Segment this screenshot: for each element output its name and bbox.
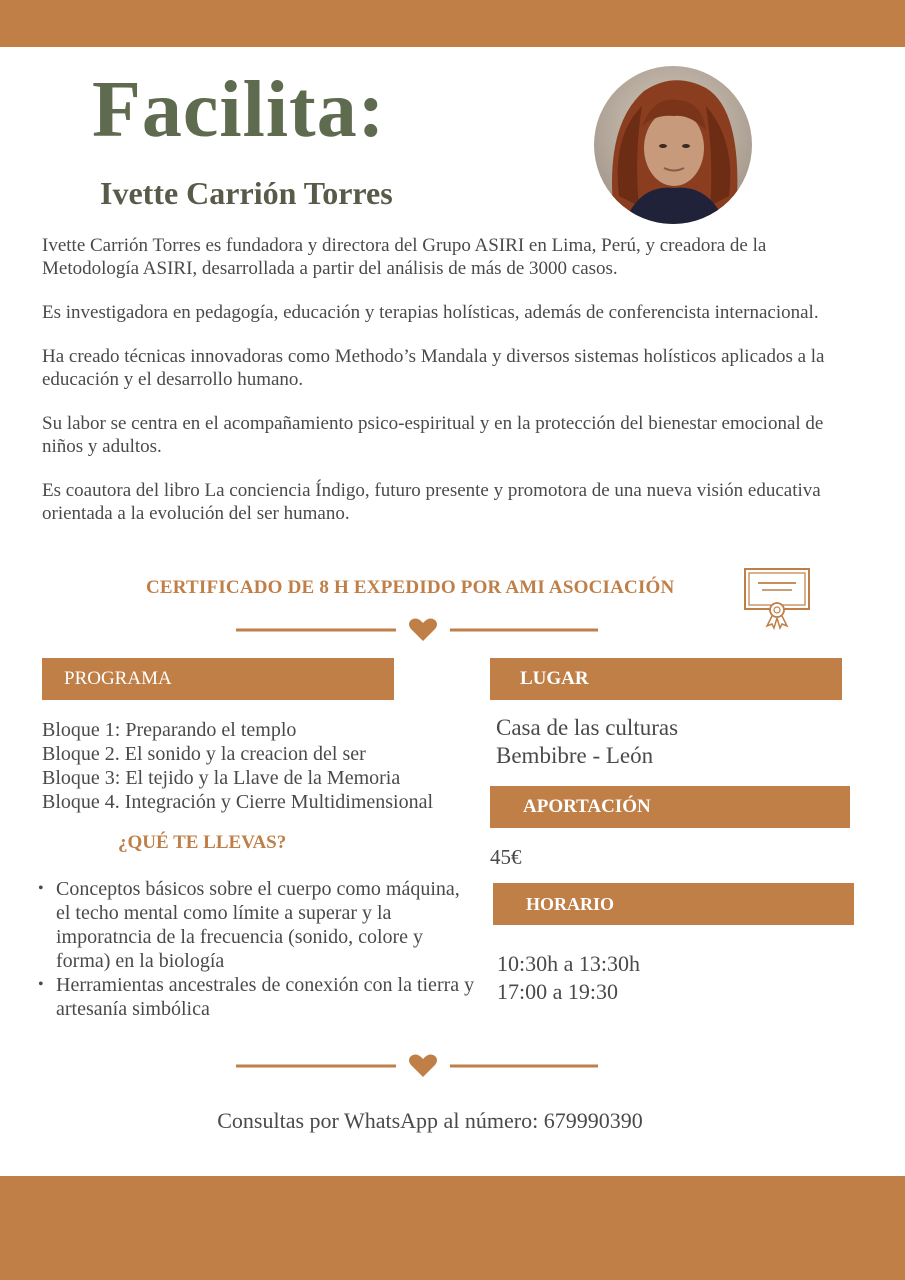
heart-icon [409,619,437,641]
facilitator-portrait [594,66,752,224]
horario-details [497,950,640,1006]
lugar-details [496,714,678,770]
list-item: • Herramientas ancestrales de conexión con la tierra y artesanía simbólica [36,973,476,1021]
portrait-photo [594,66,752,224]
horario-line: 17:00 a 19:30 [497,979,618,1004]
certificate-text: CERTIFICADO DE 8 H EXPEDIDO POR AMI ASOCIACIÓN [146,577,675,598]
lugar-label: LUGAR [490,658,842,700]
horario-line: 10:30h a 13:30h [497,951,640,976]
horario-label: HORARIO [493,883,854,925]
contact-text: Consultas por WhatsApp al número: 679990390 [217,1108,643,1133]
list-item: Bloque 2. El sonido y la creacion del ser [42,743,366,765]
lugar-line: Casa de las culturas [496,715,679,740]
list-item: Bloque 1: Preparando el templo [42,719,297,741]
bio-paragraph: Es investigadora en pedagogía, educación y terapias holísticas, además de conferencista internacional. [42,302,819,323]
list-item: Bloque 4. Integración y Cierre Multidimensional [42,791,434,813]
aportacion-label: APORTACIÓN [490,786,850,828]
que-te-llevas-list [36,877,476,1021]
certificate-icon [742,566,812,630]
bio-paragraph: Es coautora del libro La conciencia Índigo, futuro presente y promotora de una nueva visión educativa orientada a la evolución del ser humano. [42,480,821,524]
bio-paragraph: Su labor se centra en el acompañamiento psico-espiritual y en la protección del bienestar emocional de niños y adultos. [42,413,824,457]
heart-divider [236,1053,598,1079]
heart-divider [236,617,598,643]
facilitator-name: Ivette Carrión Torres [100,175,393,211]
programa-list [42,718,433,814]
heart-icon [409,1055,437,1077]
list-item: Bloque 3: El tejido y la Llave de la Memoria [42,767,401,789]
bio-section [42,234,842,546]
que-te-llevas-title: ¿QUÉ TE LLEVAS? [118,832,287,853]
list-item: • Conceptos básicos sobre el cuerpo como máquina, el techo mental como límite a superar y la imporatncia de la frecuencia (sonido, colore y forma) en la biología [36,877,476,973]
page-title: Facilita: [92,66,386,154]
lugar-line: Bembibre - León [496,743,654,768]
bottom-band [0,1176,905,1280]
bio-paragraph: Ha creado técnicas innovadoras como Methodo’s Mandala y diversos sistemas holísticos aplicados a la educación y el desarrollo humano. [42,346,825,390]
bio-paragraph: Ivette Carrión Torres es fundadora y directora del Grupo ASIRI en Lima, Perú, y creadora de la Metodología ASIRI, desarrollada a partir del análisis de más de 3000 casos. [42,235,767,279]
price-value: 45€ [490,845,522,869]
programa-label: PROGRAMA [42,658,394,700]
top-band [0,0,905,47]
